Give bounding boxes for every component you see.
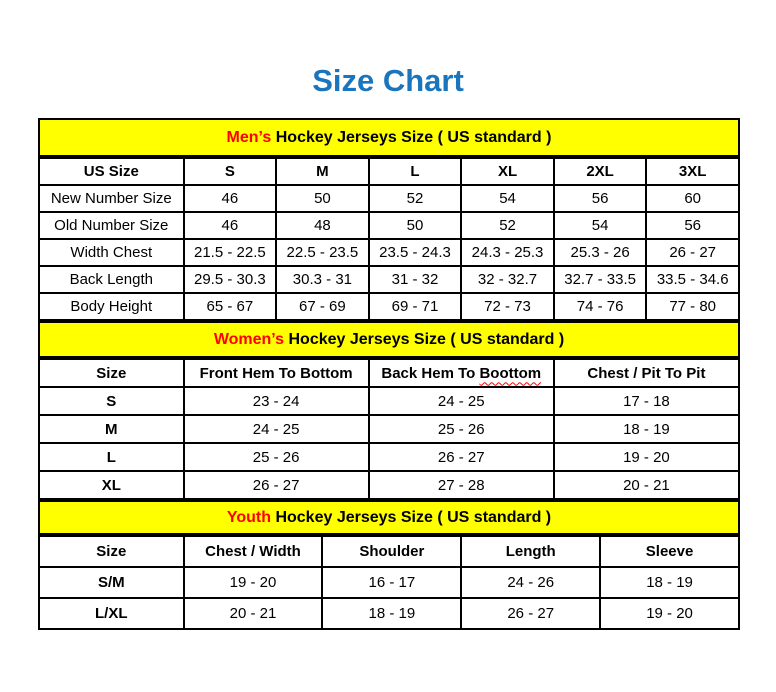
value-cell: 26 - 27 bbox=[369, 443, 554, 471]
mens-header-row bbox=[39, 158, 739, 185]
column-header-cell: L bbox=[369, 158, 462, 185]
mens-banner-text: Hockey Jerseys Size ( US standard ) bbox=[275, 129, 552, 146]
misspelled-word: Boottom bbox=[479, 364, 542, 382]
value-cell: 18 - 19 bbox=[600, 567, 739, 598]
value-cell: 20 - 21 bbox=[184, 598, 323, 629]
column-header-cell: Sleeve bbox=[600, 536, 739, 567]
mens-section-banner bbox=[38, 118, 740, 157]
youth-section-banner bbox=[38, 500, 740, 535]
value-cell: 25.3 - 26 bbox=[554, 239, 647, 266]
value-cell: 26 - 27 bbox=[646, 239, 739, 266]
youth-size-table bbox=[38, 535, 740, 630]
value-cell: 32.7 - 33.5 bbox=[554, 266, 647, 293]
column-header-cell: Length bbox=[461, 536, 600, 567]
value-cell: 18 - 19 bbox=[322, 598, 461, 629]
table-row bbox=[39, 212, 739, 239]
row-label-cell: S/M bbox=[39, 567, 184, 598]
row-label-cell: Body Height bbox=[39, 293, 184, 320]
value-cell: 54 bbox=[554, 212, 647, 239]
value-cell: 25 - 26 bbox=[369, 415, 554, 443]
value-cell: 18 - 19 bbox=[554, 415, 739, 443]
womens-header-row bbox=[39, 359, 739, 387]
row-label-cell: L bbox=[39, 443, 184, 471]
value-cell: 50 bbox=[369, 212, 462, 239]
row-label-cell: Back Length bbox=[39, 266, 184, 293]
table-row bbox=[39, 567, 739, 598]
column-header-cell: Shoulder bbox=[322, 536, 461, 567]
column-header-cell bbox=[369, 359, 554, 387]
row-label-cell: M bbox=[39, 415, 184, 443]
youth-banner-text: Hockey Jerseys Size ( US standard ) bbox=[275, 509, 552, 526]
table-row bbox=[39, 471, 739, 499]
value-cell: 50 bbox=[276, 185, 369, 212]
value-cell: 46 bbox=[184, 212, 277, 239]
value-cell: 24.3 - 25.3 bbox=[461, 239, 554, 266]
table-row bbox=[39, 293, 739, 320]
table-row bbox=[39, 185, 739, 212]
value-cell: 74 - 76 bbox=[554, 293, 647, 320]
value-cell: 65 - 67 bbox=[184, 293, 277, 320]
table-row bbox=[39, 266, 739, 293]
value-cell: 16 - 17 bbox=[322, 567, 461, 598]
column-header-cell: US Size bbox=[39, 158, 184, 185]
column-header-cell: 3XL bbox=[646, 158, 739, 185]
value-cell: 19 - 20 bbox=[184, 567, 323, 598]
womens-banner-text: Hockey Jerseys Size ( US standard ) bbox=[288, 331, 565, 348]
value-cell: 33.5 - 34.6 bbox=[646, 266, 739, 293]
row-label-cell: L/XL bbox=[39, 598, 184, 629]
value-cell: 48 bbox=[276, 212, 369, 239]
value-cell: 19 - 20 bbox=[600, 598, 739, 629]
value-cell: 77 - 80 bbox=[646, 293, 739, 320]
column-header-cell: M bbox=[276, 158, 369, 185]
value-cell: 30.3 - 31 bbox=[276, 266, 369, 293]
column-header-cell: Size bbox=[39, 359, 184, 387]
row-label-cell: Width Chest bbox=[39, 239, 184, 266]
value-cell: 56 bbox=[646, 212, 739, 239]
column-header-cell: Size bbox=[39, 536, 184, 567]
column-header-cell: 2XL bbox=[554, 158, 647, 185]
value-cell: 60 bbox=[646, 185, 739, 212]
row-label-cell: XL bbox=[39, 471, 184, 499]
value-cell: 54 bbox=[461, 185, 554, 212]
row-label-cell: New Number Size bbox=[39, 185, 184, 212]
youth-header-row bbox=[39, 536, 739, 567]
womens-size-table bbox=[38, 358, 740, 500]
value-cell: 52 bbox=[461, 212, 554, 239]
table-row bbox=[39, 415, 739, 443]
value-cell: 26 - 27 bbox=[461, 598, 600, 629]
table-row bbox=[39, 239, 739, 266]
value-cell: 52 bbox=[369, 185, 462, 212]
womens-banner-highlight: Women’s bbox=[213, 331, 285, 348]
page-title: Size Chart bbox=[312, 63, 464, 98]
mens-banner-highlight: Men’s bbox=[226, 129, 272, 146]
value-cell: 24 - 26 bbox=[461, 567, 600, 598]
value-cell: 25 - 26 bbox=[184, 443, 369, 471]
column-header-cell: Chest / Width bbox=[184, 536, 323, 567]
value-cell: 23.5 - 24.3 bbox=[369, 239, 462, 266]
value-cell: 23 - 24 bbox=[184, 387, 369, 415]
value-cell: 24 - 25 bbox=[369, 387, 554, 415]
column-header-cell: Chest / Pit To Pit bbox=[554, 359, 739, 387]
value-cell: 26 - 27 bbox=[184, 471, 369, 499]
size-chart bbox=[38, 118, 740, 630]
table-row bbox=[39, 387, 739, 415]
column-header-cell: XL bbox=[461, 158, 554, 185]
row-label-cell: Old Number Size bbox=[39, 212, 184, 239]
value-cell: 67 - 69 bbox=[276, 293, 369, 320]
value-cell: 20 - 21 bbox=[554, 471, 739, 499]
value-cell: 24 - 25 bbox=[184, 415, 369, 443]
value-cell: 22.5 - 23.5 bbox=[276, 239, 369, 266]
table-row bbox=[39, 598, 739, 629]
row-label-cell: S bbox=[39, 387, 184, 415]
value-cell: 17 - 18 bbox=[554, 387, 739, 415]
youth-banner-highlight: Youth bbox=[226, 509, 271, 526]
value-cell: 31 - 32 bbox=[369, 266, 462, 293]
value-cell: 29.5 - 30.3 bbox=[184, 266, 277, 293]
column-header-cell: S bbox=[184, 158, 277, 185]
value-cell: 72 - 73 bbox=[461, 293, 554, 320]
value-cell: 46 bbox=[184, 185, 277, 212]
table-row bbox=[39, 443, 739, 471]
value-cell: 32 - 32.7 bbox=[461, 266, 554, 293]
womens-section-banner bbox=[38, 321, 740, 358]
value-cell: 21.5 - 22.5 bbox=[184, 239, 277, 266]
value-cell: 27 - 28 bbox=[369, 471, 554, 499]
column-header-text: Back Hem To bbox=[381, 364, 476, 382]
value-cell: 69 - 71 bbox=[369, 293, 462, 320]
column-header-cell: Front Hem To Bottom bbox=[184, 359, 369, 387]
mens-size-table bbox=[38, 157, 740, 321]
value-cell: 56 bbox=[554, 185, 647, 212]
value-cell: 19 - 20 bbox=[554, 443, 739, 471]
